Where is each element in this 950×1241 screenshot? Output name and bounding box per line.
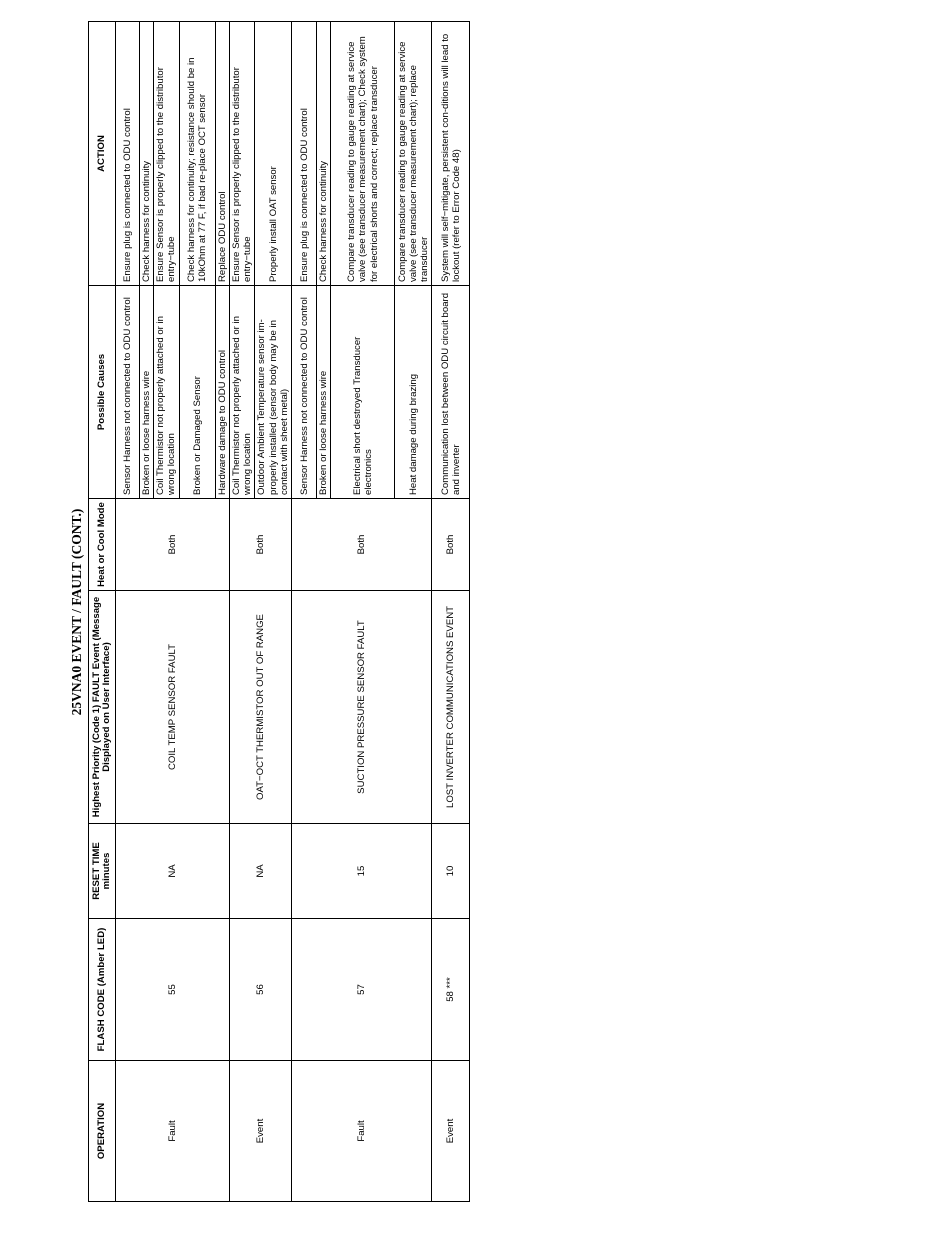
operation-cell: Fault [116,1061,230,1202]
mode-cell: Both [292,499,432,591]
reset-time-cell: 10 [432,824,470,919]
header-flash-code: FLASH CODE (Amber LED) [89,919,116,1061]
cause-cell: Sensor Harness not connected to ODU control [116,286,140,499]
action-cell: Properly install OAT sensor [255,22,292,286]
action-cell: Ensure plug is connected to ODU control [116,22,140,286]
header-priority: Highest Priority (Code 1) FAULT Event (Message Displayed on User Interface) [89,591,116,824]
cause-cell: Outdoor Ambient Temperature sensor im-properly installed (sensor body may be in contact with sheet metal) [255,286,292,499]
mode-cell: Both [229,499,291,591]
header-mode: Heat or Cool Mode [89,499,116,591]
cause-cell: Communication lost between ODU circuit board and inverter [432,286,470,499]
operation-cell: Event [432,1061,470,1202]
message-cell: SUCTION PRESSURE SENSOR FAULT [292,591,432,824]
header-operation: OPERATION [89,1061,116,1202]
event-fault-table [88,21,470,1202]
cause-cell: Broken or loose harness wire [140,286,154,499]
message-cell: OAT−OCT THERMISTOR OUT OF RANGE [229,591,291,824]
action-cell: Check harness for continuity; resistance should be in 10kOhm at 77 F, if bad re-place OCT sensor [179,22,215,286]
action-cell: Ensure Sensor is properly clipped to the distributor entry−tube [229,22,254,286]
header-reset-time: RESET TIME minutes [89,824,116,919]
operation-cell: Event [229,1061,291,1202]
operation-cell: Fault [292,1061,432,1202]
table-row [292,22,317,1202]
cause-cell: Broken or loose harness wire [317,286,331,499]
cause-cell: Electrical short destroyed Transducer electronics [331,286,395,499]
action-cell: Replace ODU control [215,22,229,286]
page-title: 25VNA0 EVENT / FAULT (CONT.) [69,508,84,716]
reset-time-cell: 15 [292,824,432,919]
cause-cell: Sensor Harness not connected to ODU control [292,286,317,499]
flash-code-cell: 56 [229,919,291,1061]
header-causes: Possible Causes [89,286,116,499]
reset-time-cell: NA [229,824,291,919]
header-row [89,22,116,1202]
message-cell: COIL TEMP SENSOR FAULT [116,591,230,824]
table-row [116,22,140,1202]
action-cell: System will self−mitigate, persistent con-ditions will lead to lockout (refer to Error Code 48) [432,22,470,286]
table-row [229,22,254,1202]
flash-code-cell: 57 [292,919,432,1061]
action-cell: Check harness for continuity [317,22,331,286]
cause-cell: Hardware damage to ODU control [215,286,229,499]
action-cell: Ensure plug is connected to ODU control [292,22,317,286]
mode-cell: Both [432,499,470,591]
cause-cell: Heat damage during brazing [395,286,432,499]
rotated-page [66,22,496,1202]
cause-cell: Coil Thermistor not properly attached or in wrong location [229,286,254,499]
message-cell: LOST INVERTER COMMUNICATIONS EVENT [432,591,470,824]
action-cell: Compare transducer reading to gauge reading at service valve (see transducer measurement chart); replace transducer [395,22,432,286]
mode-cell: Both [116,499,230,591]
cause-cell: Broken or Damaged Sensor [179,286,215,499]
action-cell: Check harness for continuity [140,22,154,286]
header-action: ACTION [89,22,116,286]
reset-time-cell: NA [116,824,230,919]
action-cell: Ensure Sensor is properly clipped to the distributor entry−tube [154,22,179,286]
cause-cell: Coil Thermistor not properly attached or in wrong location [154,286,179,499]
action-cell: Compare transducer reading to gauge reading at service valve (see transducer measurement chart); Check system for electrical shorts and correct; replace transducer [331,22,395,286]
table-row [432,22,470,1202]
flash-code-cell: 58 *** [432,919,470,1061]
flash-code-cell: 55 [116,919,230,1061]
